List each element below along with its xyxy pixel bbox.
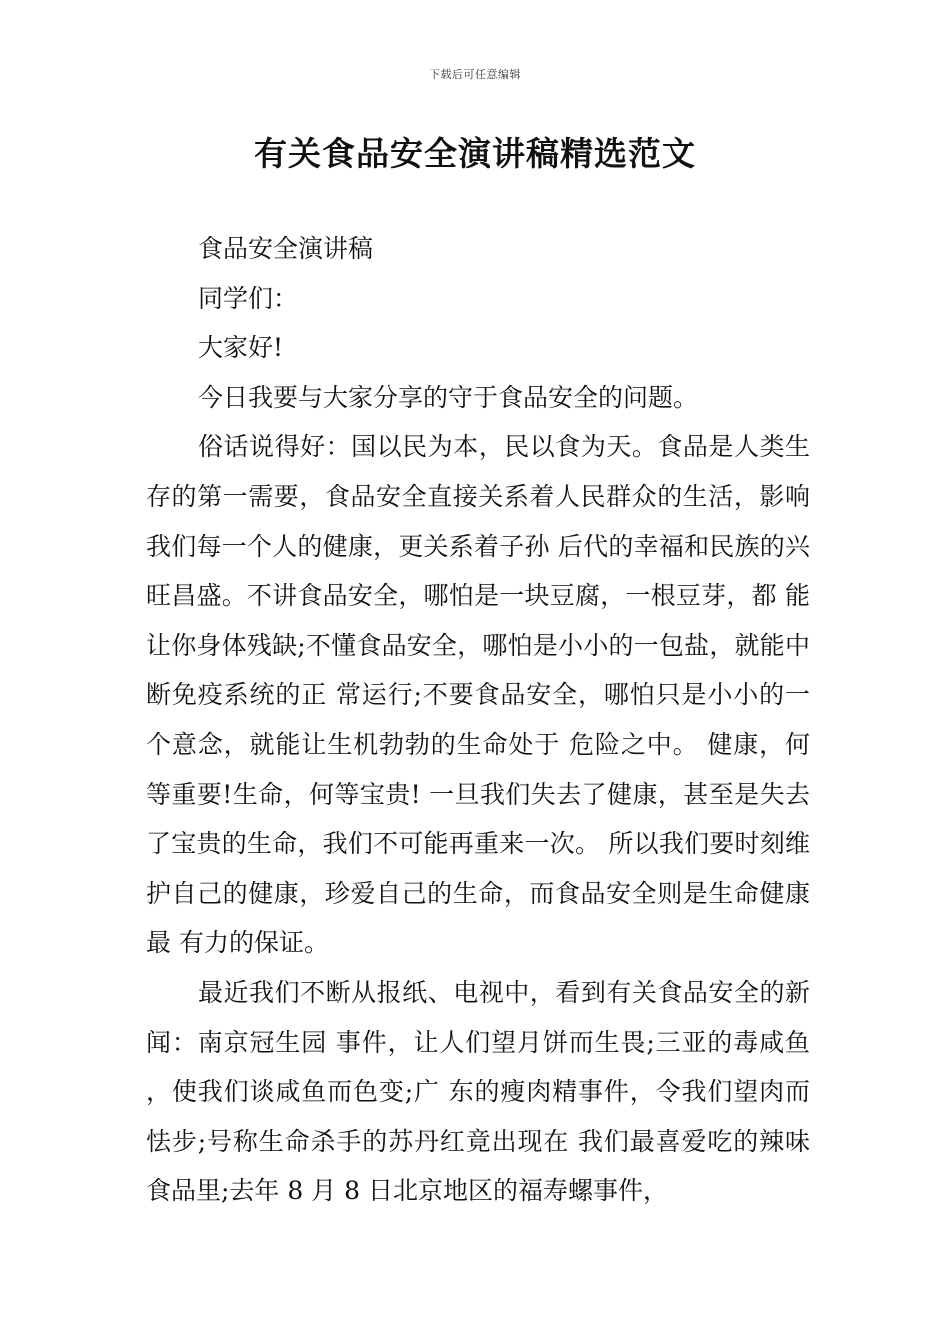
page-title: 有关食品安全演讲稿精选范文 — [254, 134, 696, 173]
paragraph-body-1: 俗话说得好：国以民为本，民以食为天。食品是人类生存的第一需要，食品安全直接关系着人民群众的生活，影响我们每一个人的健康，更关系着子孙 后代的幸福和民族的兴旺昌盛。不讲食品安全，哪怕是一块豆腐，一根豆芽，都 能让你身体残缺;不懂食品安全，哪怕是小小的一包盐，就能中断免疫系统的正 常运行;不要食品安全，哪怕只是小小的一个意念，就能让生机勃勃的生命处于 危险之中。 健康，何等重要!生命，何等宝贵! 一旦我们失去了健康，甚至是失去了宝贵的生命，我们不可能再重来一次。 所以我们要时刻维护自己的健康，珍爱自己的生命，而食品安全则是生命健康最 有力的保证。 — [146, 432, 810, 958]
paragraph-intro: 今日我要与大家分享的守于食品安全的问题。 — [198, 382, 699, 412]
document-body — [146, 224, 810, 1216]
paragraph-body-2: 最近我们不断从报纸、电视中，看到有关食品安全的新闻：南京冠生园 事件，让人们望月饼而生畏;三亚的毒咸鱼 ，使我们谈咸鱼而色变;广 东的瘦肉精事件，令我们望肉而怯步;号称生命杀手的苏丹红竟出现在 我们最喜爱吃的辣味食品里;去年 8 月 8 日北京地区的福寿螺事件， — [146, 977, 810, 1206]
paragraph-greeting: 大家好! — [198, 333, 284, 363]
header-note: 下载后可任意编辑 — [429, 68, 521, 81]
paragraph-speech-heading: 食品安全演讲稿 — [198, 234, 374, 263]
paragraph-salutation: 同学们： — [198, 283, 299, 313]
